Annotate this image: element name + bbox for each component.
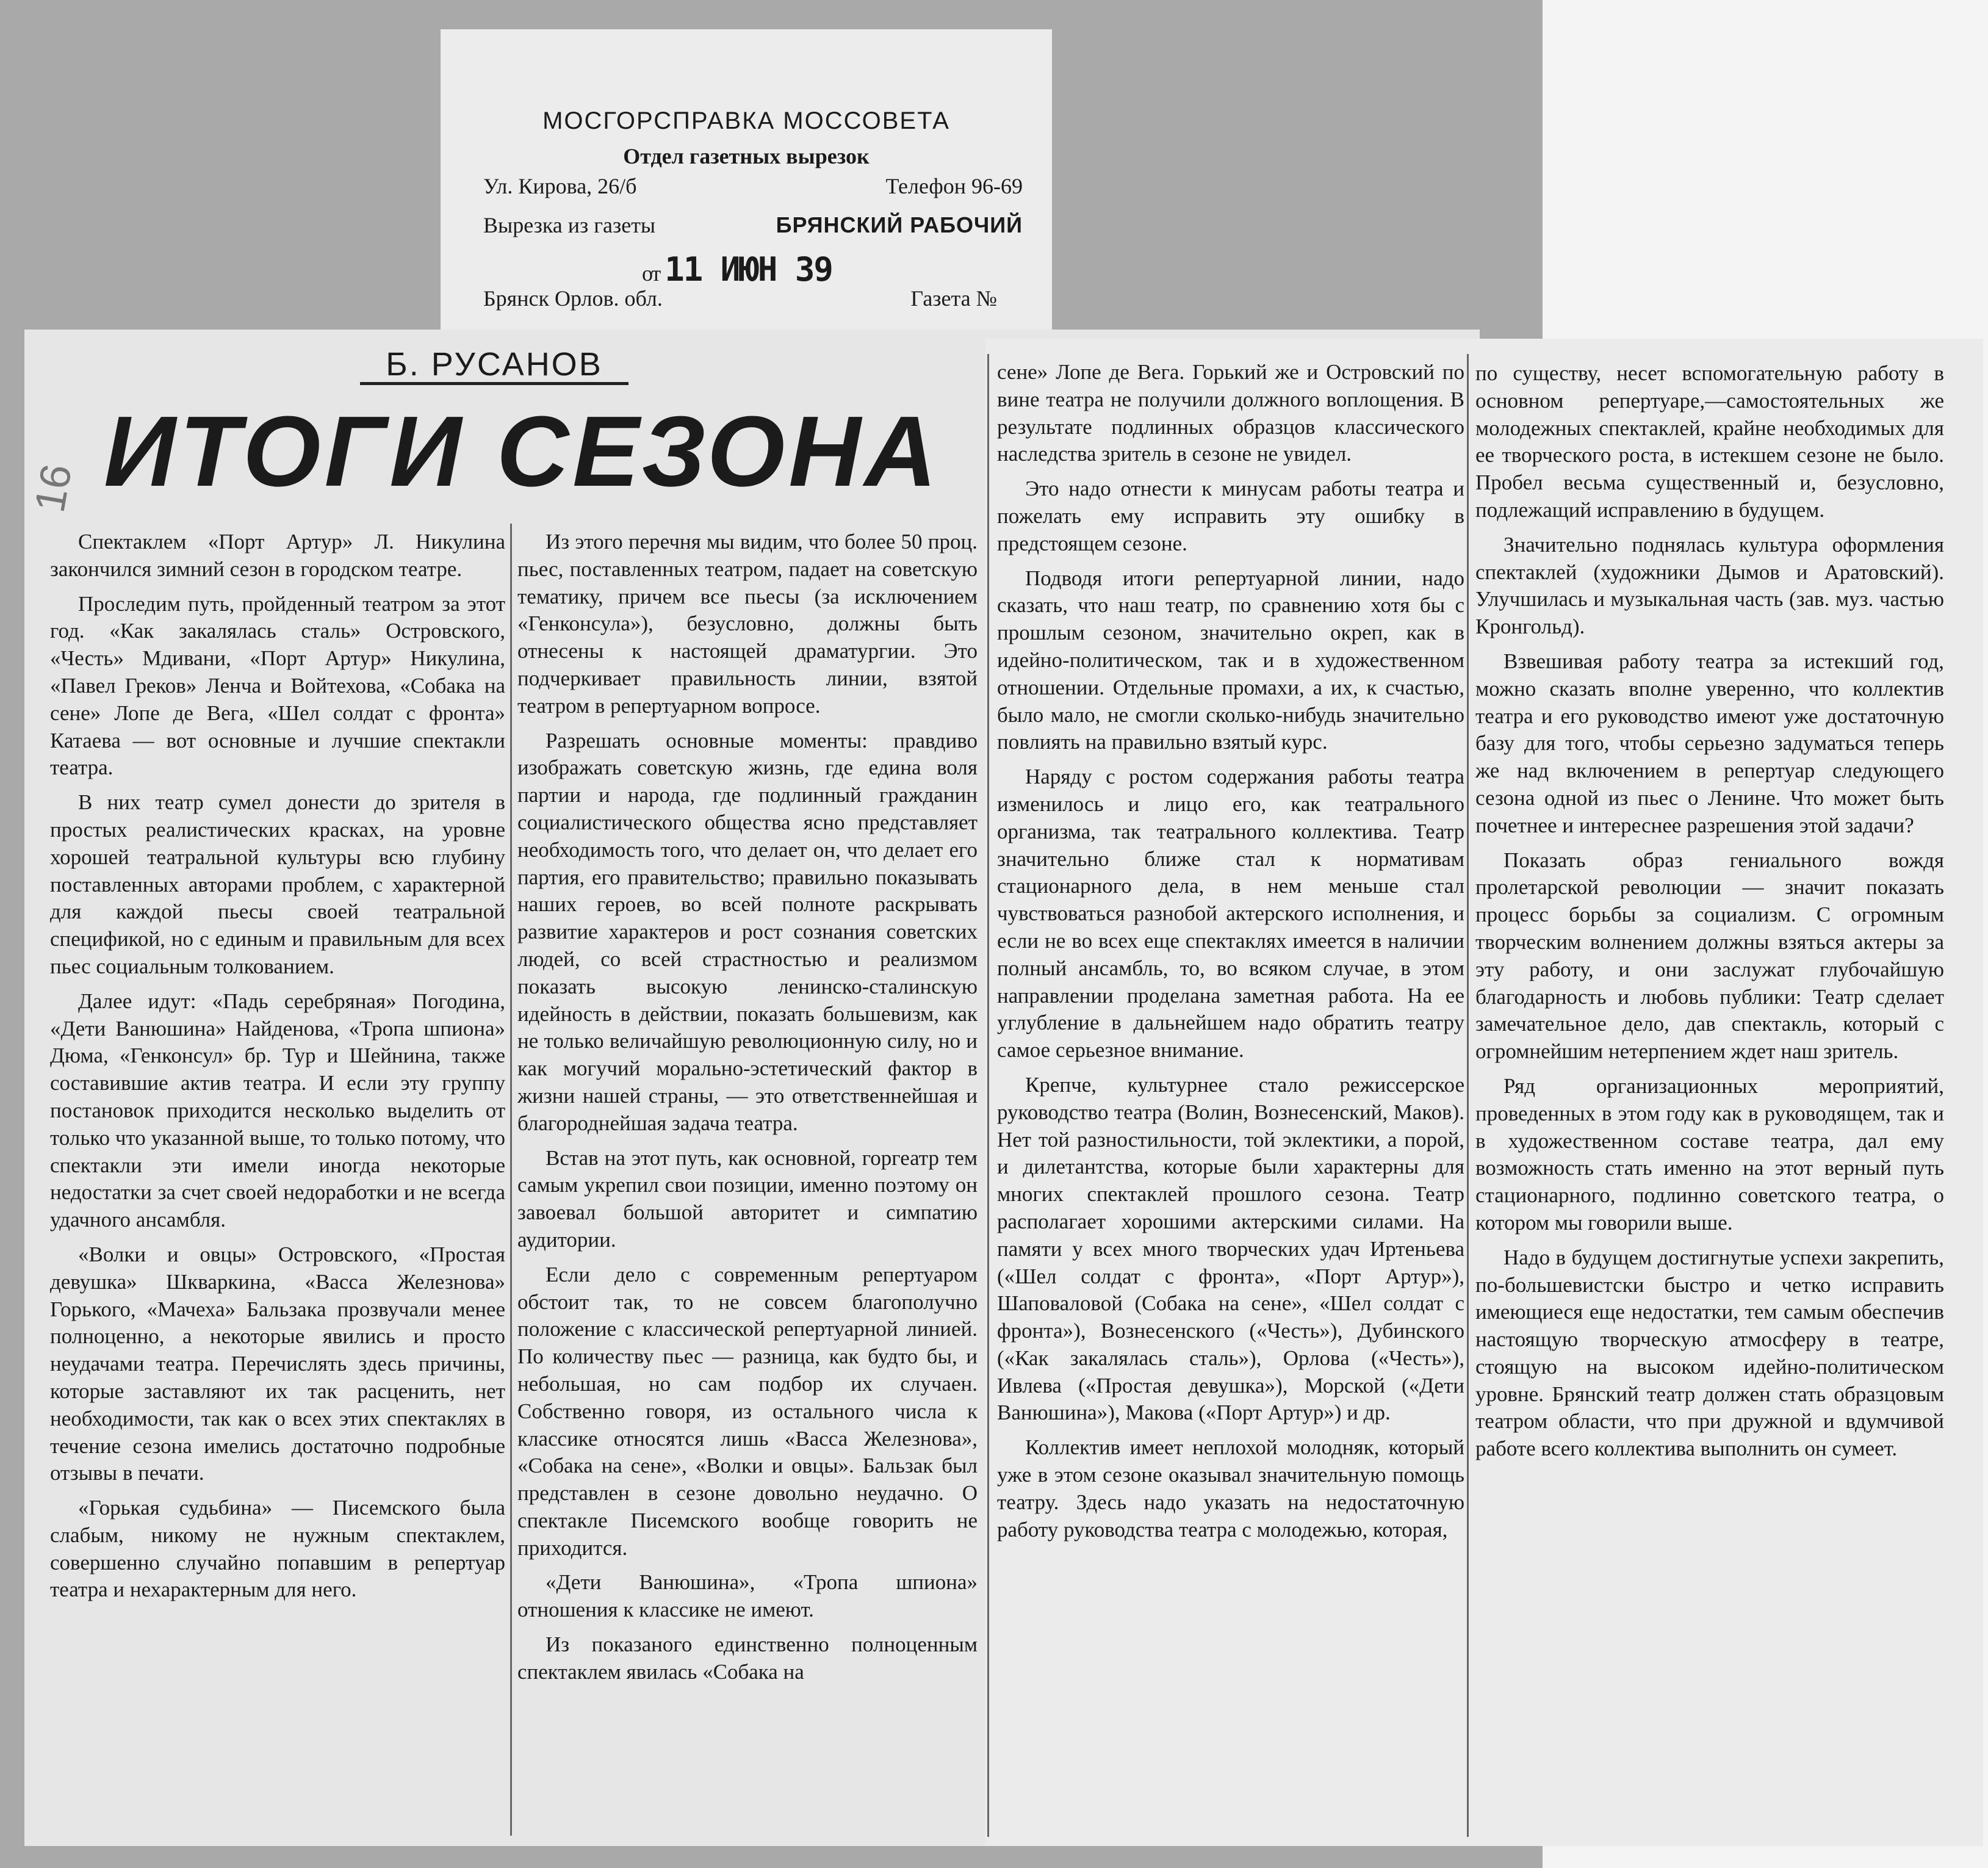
article-column-3 — [997, 359, 1464, 1543]
article-paragraph: Взвешивая работу театра за истекший год, можно сказать вполне уверенно, что коллектив театра и его руководство имеют уже достаточную базу для того, чтобы серьезно задуматься теперь же над включением в репертуар следующего сезона одной из пьес о Ленине. Что может быть почетнее и интереснее разрешения этой задачи? — [1475, 649, 1944, 837]
article-column-2 — [517, 528, 978, 1686]
article-paragraph: Если дело с современным репертуаром обстоит так, то не совсем благополучно положение с классической репертуарной линией. По количеству пьес — разница, как будто бы, и небольшая, но сам подбор их случаен. Собственно говоря, из остального числа к классике относятся лишь «Васса Железнова», «Собака на сене», «Волки и овцы». Бальзак был представлен в сезоне довольно неудачно. О спектакле Писемского вообще говорить не приходится. — [517, 1262, 978, 1560]
column-divider — [510, 524, 512, 1836]
stamp-org: МОСГОРСПРАВКА МОССОВЕТА — [542, 107, 950, 134]
article-paragraph: Далее идут: «Падь серебряная» Погодина, «Дети Ванюшина» Найденова, «Тропа шпиона» Дюма, «Генконсул» бр. Тур и Шейнина, также составившие актив театра. И если эту группу постановок приходится несколько выделить от только что указанной выше, то только потому, что спектакли эти имели иногда некоторые недостатки за счет своей недоработки и не всегда удачного ансамбля. — [50, 989, 505, 1232]
stamp-city-row — [483, 286, 997, 311]
article-column-1 — [50, 528, 505, 1604]
stamp-paper-name: БРЯНСКИЙ РАБОЧИЙ — [776, 212, 1023, 237]
stamp-dept: Отдел газетных вырезок — [623, 144, 870, 168]
article-title: ИТОГИ СЕЗОНА — [104, 395, 941, 507]
article-paragraph: Значительно поднялась культура оформления спектаклей (художники Дымов и Аратовский). Улучшилась и музыкальная часть (зав. муз. частью Кронгольд). — [1475, 532, 1944, 639]
article-paragraph: Встав на этот путь, как основной, горгеатр тем самым укрепил свои позиции, именно поэтому он завоевал большой авторитет и симпатию аудитории. — [517, 1145, 978, 1252]
stamp-address-row — [483, 173, 1023, 199]
stamp-source-label: Вырезка из газеты — [483, 213, 656, 237]
article-paragraph: Наряду с ростом содержания работы театра изменилось и лицо его, как театрального организма, так театрального коллектива. Театр значительно ближе стал к нормативам стационарного дела, в нем меньше стал чувствоваться разнобой актерского исполнения, и если не во всех еще спектаклях имеется в наличии полный ансамбль, то, во всяком случае, в этом направлении проделана заметная работа. На ее углубление в дальнейшем надо обратить театру самое серьезное внимание. — [997, 765, 1464, 1062]
article-paragraph: «Дети Ванюшина», «Тропа шпиона» отношения к классике не имеют. — [517, 1570, 978, 1622]
article-paragraph: Из показаного единственно полноценным спектаклем явилась «Собака на — [517, 1632, 978, 1684]
article-paragraph: Надо в будущем достигнутые успехи закрепить, по-большевистски быстро и четко исправить имеющиеся еще недостатки, тем самым обеспечив настоящую творческую атмосферу в театре, стоящую на высоком идейно-политическом уровне. Брянский театр должен стать образцовым театром области, что при дружной и вдумчивой работе всего коллектива выполнить он сумеет. — [1475, 1245, 1944, 1461]
column-divider — [1467, 354, 1469, 1837]
article-paragraph: Из этого перечня мы видим, что более 50 проц. пьес, поставленных театром, падает на советскую тематику, причем все пьесы (за исключением «Генконсула»), безусловно, должны быть отнесены к настоящей драматургии. Это подчеркивает правильность линии, взятой театром в репертуарном вопросе. — [517, 530, 978, 718]
article-paragraph: по существу, несет вспомогательную работу в основном репертуаре,—самостоятельных же молодежных спектаклей, крайне необходимых для ее творческого роста, в истекшем сезоне не было. Пробел весьма существенный и, безусловно, подлежащий исправлению в будущем. — [1475, 361, 1944, 522]
article-paragraph: Спектаклем «Порт Артур» Л. Никулина закончился зимний сезон в городском театре. — [50, 530, 505, 581]
stamp-address: Ул. Кирова, 26/б — [483, 174, 637, 198]
column-divider — [987, 354, 989, 1837]
article-paragraph: сене» Лопе де Вега. Горький же и Островский по вине театра не получили должного воплощения. В результате подлинных образцов классического наследства зритель в сезоне не увидел. — [997, 360, 1464, 466]
stamp-source-row — [483, 212, 1023, 238]
clipping-bureau-stamp — [441, 29, 1052, 338]
article-author: Б. РУСАНОВ — [360, 347, 628, 385]
article-paragraph: Крепче, культурнее стало режиссерское руководство театра (Волин, Вознесенский, Маков). Нет той разностильности, той эклектики, а порой, и дилетантства, которые были характерны для многих спектаклей прошлого сезона. Театр располагает хорошими актерскими силами. На памяти у всех много творческих удач Иртеньева («Шел солдат с фронта», «Порт Артур»), Шаповаловой (Собака на сене», «Шел солдат с фронта»), Вознесенского («Честь»), Дубинского («Как закалялась сталь»), Орлова («Честь»), Ивлева («Простая девушка»), Морской («Дети Ванюшина»), Макова («Порт Артур») и др. — [997, 1072, 1464, 1425]
stamp-date-prefix: от — [642, 261, 660, 286]
article-paragraph: Ряд организационных мероприятий, проведенных в этом году как в руководящем, так и в художественном составе театра, дал ему возможность стать именно на этот верный путь стационарного, подлинно советского театра, о котором мы говорили выше. — [1475, 1073, 1944, 1235]
stamp-city: Брянск Орлов. обл. — [483, 286, 663, 311]
article-column-4 — [1475, 360, 1944, 1463]
article-paragraph: Разрешать основные моменты: правдиво изображать советскую жизнь, где едина воля партии и народа, где подлинный гражданин социалистического общества ясно представляет необходимость того, что делает он, что делает его партия, его правительство; правильно показывать наших героев, во всей полноте раскрывать развитие характеров и рост сознания советских людей, со всей страстностью и реализмом показать высокую ленинско-сталинскую идейность в действии, показать большевизм, как не только величайшую революционную силу, но и как могучий морально-эстетический фактор в жизни нашей страны, — это ответственнейшая и благороднейшая задача театра. — [517, 728, 978, 1135]
article-paragraph: Это надо отнести к минусам работы театра и пожелать ему исправить эту ошибку в предстоящем сезоне. — [997, 477, 1464, 555]
article-paragraph: Показать образ гениального вождя пролетарской революции — значит показать процесс борьбы за социализм. С огромным творческим волнением должны взяться актеры за эту работу, и они заслужат глубочайшую благодарность и любовь публики: Театр сделает замечательное дело, дав спектакль, который с огромнейшим нетерпением ждет наш зритель. — [1475, 848, 1944, 1064]
stamp-date-row — [642, 250, 832, 289]
margin-handwritten-number: 16 — [25, 460, 81, 516]
article-paragraph: Проследим путь, пройденный театром за этот год. «Как закалялась сталь» Островского, «Честь» Мдивани, «Порт Артур» Никулина, «Павел Греков» Ленча и Войтехова, «Собака на сене» Лопе де Вега, «Шел солдат с фронта» Катаева — вот основные и лучшие спектакли театра. — [50, 591, 505, 780]
stamp-issue-label: Газета № — [910, 286, 997, 311]
stamp-phone: Телефон 96-69 — [885, 174, 1023, 198]
article-paragraph: «Волки и овцы» Островского, «Простая девушка» Шкваркина, «Васса Железнова» Горького, «Мачеха» Бальзака прозвучали менее полноценно, а некоторые явились и просто неудачами театра. Перечислять здесь причины, которые заставляют их так расценить, нет необходимости, так как о всех этих спектаклях в течение сезона имелись достаточно подробные отзывы в печати. — [50, 1242, 505, 1485]
article-paragraph: Коллектив имеет неплохой молодняк, который уже в этом сезоне оказывал значительную помощь театру. Здесь надо указать на недостаточную работу руководства театра с молодежью, которая, — [997, 1435, 1464, 1542]
article-paragraph: В них театр сумел донести до зрителя в простых реалистических красках, на уровне хорошей театральной культуры всю глубину поставленных авторами проблем, с характерной для каждой пьесы своей театральной спецификой, но с единым и правильным для всех пьес социальным толкованием. — [50, 790, 505, 978]
article-paragraph: Подводя итоги репертуарной линии, надо сказать, что наш театр, по сравнению хотя бы с прошлым сезоном, значительно окреп, как в идейно-политическом, так и в художественном отношении. Отдельные промахи, а их, к счастью, было мало, не смогли сколько-нибудь значительно повлиять на правильно взятый курс. — [997, 566, 1464, 754]
stamp-date: 11 ИЮН 39 — [664, 250, 832, 289]
article-paragraph: «Горькая судьбина» — Писемского была слабым, никому не нужным спектаклем, совершенно случайно попавшим в репертуар театра и нехарактерным для него. — [50, 1496, 505, 1602]
